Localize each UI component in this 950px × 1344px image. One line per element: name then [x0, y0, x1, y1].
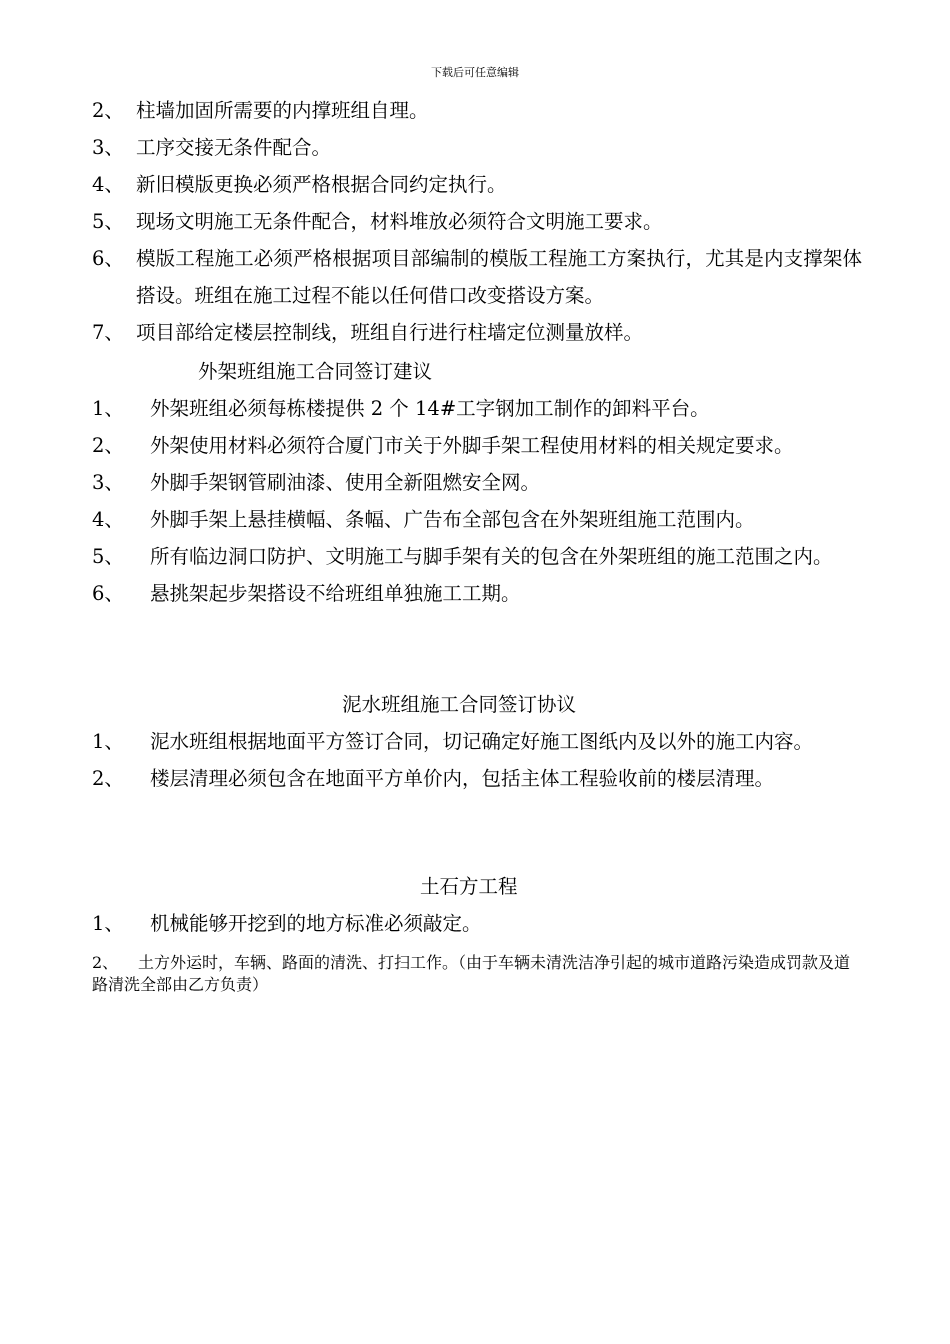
item-text: 柱墙加固所需要的内撑班组自理。	[136, 99, 429, 122]
list-item	[92, 390, 862, 427]
item-number: 3、	[92, 136, 124, 159]
item-text: 悬挑架起步架搭设不给班组单独施工工期。	[150, 582, 521, 605]
item-number: 2、	[92, 767, 124, 790]
item-text: 现场文明施工无条件配合，材料堆放必须符合文明施工要求。	[136, 210, 663, 233]
item-number: 3、	[92, 471, 124, 494]
item-text: 工序交接无条件配合。	[136, 136, 332, 159]
item-text: 外架班组必须每栋楼提供 2 个 14#工字钢加工制作的卸料平台。	[150, 397, 710, 420]
list-item	[92, 92, 862, 129]
item-number: 1、	[92, 397, 124, 420]
item-number: 2、	[92, 434, 124, 457]
item-text: 新旧模版更换必须严格根据合同约定执行。	[136, 173, 507, 196]
masonry-list	[92, 723, 862, 797]
list-item	[92, 723, 862, 760]
item-number: 4、	[92, 173, 124, 196]
formwork-list	[92, 92, 862, 351]
list-item	[92, 203, 862, 240]
list-item	[92, 575, 862, 612]
list-item	[92, 952, 862, 996]
item-number: 6、	[92, 247, 124, 270]
item-text: 外架使用材料必须符合厦门市关于外脚手架工程使用材料的相关规定要求。	[150, 434, 794, 457]
section-heading-earthwork: 土石方工程	[420, 875, 518, 898]
item-number: 7、	[92, 321, 124, 344]
earthwork-list-small	[92, 952, 862, 996]
list-item	[92, 760, 862, 797]
list-item	[92, 240, 862, 314]
item-number: 6、	[92, 582, 124, 605]
item-number: 2、	[92, 99, 124, 122]
item-number: 1、	[92, 730, 124, 753]
earthwork-list	[92, 905, 862, 942]
item-number: 5、	[92, 210, 124, 233]
section-heading-masonry: 泥水班组施工合同签订协议	[342, 693, 577, 716]
list-item	[92, 427, 862, 464]
item-text: 所有临边洞口防护、文明施工与脚手架有关的包含在外架班组的施工范围之内。	[150, 545, 833, 568]
item-number: 5、	[92, 545, 124, 568]
item-text: 泥水班组根据地面平方签订合同，切记确定好施工图纸内及以外的施工内容。	[150, 730, 814, 753]
page-header: 下载后可任意编辑	[431, 66, 519, 79]
item-text: 外脚手架钢管刷油漆、使用全新阻燃安全网。	[150, 471, 541, 494]
item-text: 土方外运时，车辆、路面的清洗、打扫工作。（由于车辆未清洗洁净引起的城市道路污染造成罚款及道路清洗全部由乙方负责）	[92, 953, 851, 994]
section-heading-scaffolding: 外架班组施工合同签订建议	[198, 360, 433, 383]
list-item	[92, 129, 862, 166]
item-number: 2、	[92, 953, 119, 972]
list-item	[92, 464, 862, 501]
item-text: 楼层清理必须包含在地面平方单价内，包括主体工程验收前的楼层清理。	[150, 767, 775, 790]
item-text: 机械能够开挖到的地方标准必须敲定。	[150, 912, 482, 935]
list-item	[92, 166, 862, 203]
item-number: 4、	[92, 508, 124, 531]
item-number: 1、	[92, 912, 124, 935]
list-item	[92, 538, 862, 575]
list-item	[92, 905, 862, 942]
item-text: 项目部给定楼层控制线，班组自行进行柱墙定位测量放样。	[136, 321, 644, 344]
item-text: 模版工程施工必须严格根据项目部编制的模版工程施工方案执行，尤其是内支撑架体搭设。班组在施工过程不能以任何借口改变搭设方案。	[136, 247, 862, 307]
list-item	[92, 501, 862, 538]
scaffolding-list	[92, 390, 862, 612]
item-text: 外脚手架上悬挂横幅、条幅、广告布全部包含在外架班组施工范围内。	[150, 508, 755, 531]
list-item	[92, 314, 862, 351]
